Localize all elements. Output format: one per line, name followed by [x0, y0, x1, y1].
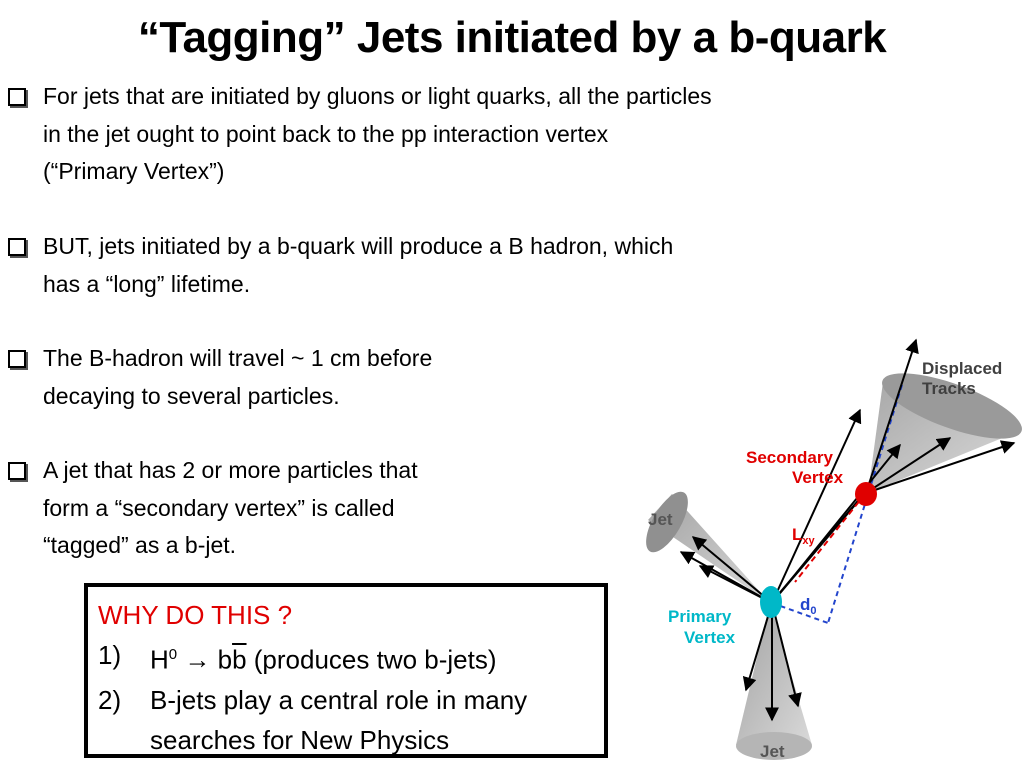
bullet-2-line-1: BUT, jets initiated by a b-quark will produce a B hadron, which	[43, 233, 674, 259]
bullet-3	[8, 340, 432, 415]
bullet-1-line-2: in the jet ought to point back to the pp interaction vertex	[43, 120, 609, 147]
checkbox-bullet-icon	[8, 238, 26, 256]
primary-track	[772, 410, 860, 603]
callout-item-1-text: (produces two b-jets)	[246, 644, 497, 675]
slide-title: “Tagging” Jets initiated by a b-quark	[137, 13, 887, 62]
bullet-1	[8, 78, 712, 191]
displaced-tracks-label-2: Tracks	[922, 379, 976, 398]
bullet-2	[8, 228, 673, 303]
bullet-4	[8, 452, 418, 565]
callout-item-2-line-1: B-jets play a central role in many	[150, 684, 528, 715]
callout-item-1-number: 1)	[98, 640, 122, 670]
callout-item-2-number: 2)	[98, 684, 122, 715]
bullet-1-line-3: (“Primary Vertex”)	[43, 158, 225, 184]
bullet-4-line-3: “tagged” as a b-jet.	[43, 532, 237, 558]
bullet-4-line-2: form a “secondary vertex” is called	[43, 494, 395, 521]
checkbox-bullet-icon	[8, 88, 26, 106]
secondary-vertex-label-2: Vertex	[792, 468, 844, 487]
callout-item-2	[98, 680, 604, 760]
secondary-vertex-label-1: Secondary	[746, 448, 833, 467]
why-callout-box	[84, 583, 608, 758]
callout-item-1	[98, 635, 604, 680]
arrow-icon: →	[184, 644, 211, 675]
bottom-jet-label: Jet	[760, 742, 785, 761]
bullet-3-line-1: The B-hadron will travel ~ 1 cm before	[43, 345, 433, 371]
higgs-symbol: H	[150, 644, 169, 675]
lxy-main: L	[792, 525, 803, 544]
higgs-superscript: 0	[168, 646, 178, 663]
checkbox-bullet-icon	[8, 462, 26, 480]
b-quark: b	[217, 644, 233, 675]
anti-b-quark: $\overline{b}$	[232, 644, 247, 675]
primary-vertex-dot	[760, 586, 782, 618]
bullet-1-line-1: For jets that are initiated by gluons or light quarks, all the particles	[43, 83, 712, 109]
lxy-label	[792, 525, 816, 547]
left-jet-label: Jet	[648, 510, 673, 529]
displaced-tracks-label-1: Displaced	[922, 359, 1003, 378]
d0-label	[800, 595, 817, 617]
callout-item-2-line-2: searches for New Physics	[150, 724, 450, 755]
b-tagging-diagram	[620, 330, 1024, 768]
bottom-jet-cone	[736, 603, 812, 745]
bullet-3-line-2: decaying to several particles.	[43, 382, 340, 409]
callout-heading: WHY DO THIS ?	[98, 600, 293, 630]
bullet-4-line-1: A jet that has 2 or more particles that	[43, 457, 418, 483]
bullet-2-line-2: has a “long” lifetime.	[43, 270, 251, 297]
primary-vertex-label-2: Vertex	[684, 628, 736, 647]
d0-sub: 0	[810, 605, 817, 617]
checkbox-bullet-icon	[8, 350, 26, 368]
d0-main: d	[800, 595, 811, 614]
lxy-sub: xy	[802, 535, 815, 547]
primary-track	[693, 537, 772, 603]
primary-vertex-label-1: Primary	[668, 607, 732, 626]
secondary-vertex-dot	[855, 482, 877, 506]
